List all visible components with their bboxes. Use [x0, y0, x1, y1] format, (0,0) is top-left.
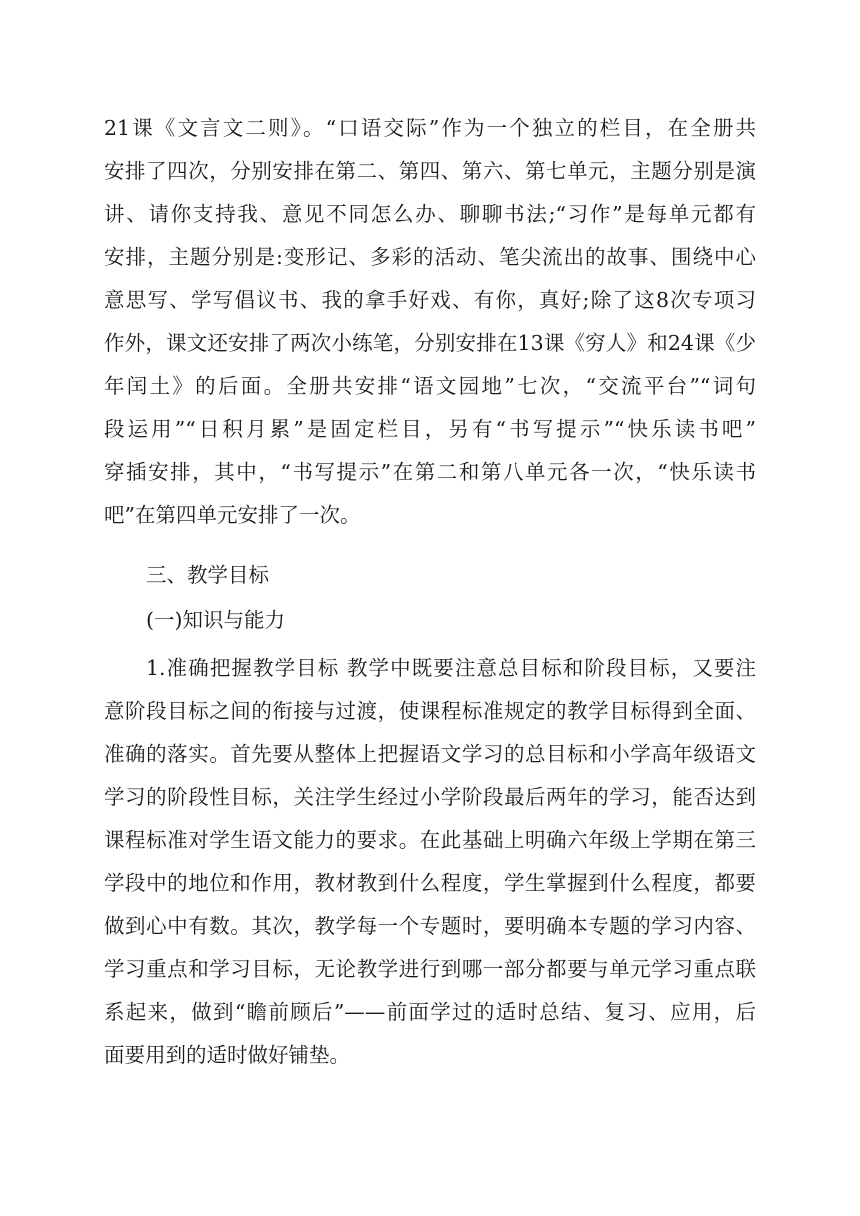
section-heading: 三、教学目标 [146, 563, 269, 587]
paragraph-1-line: 安排了四次，分别安排在第二、第四、第六、第七单元，主题分别是演 [104, 159, 756, 183]
paragraph-2-line: 面要用到的适时做好铺垫。 [104, 1043, 350, 1067]
subsection-heading: (一)知识与能力 [146, 608, 285, 632]
paragraph-2-line: 做到心中有数。其次，教学每一个专题时，要明确本专题的学习内容、 [104, 914, 756, 938]
paragraph-1-line: 吧”在第四单元安排了一次。 [104, 503, 361, 527]
paragraph-2-line: 学习重点和学习目标，无论教学进行到哪一部分都要与单元学习重点联 [104, 957, 756, 981]
paragraph-2-line: 学段中的地位和作用，教材教到什么程度，学生掌握到什么程度，都要 [104, 871, 756, 895]
paragraph-1-line: 讲、请你支持我、意见不同怎么办、聊聊书法;“习作”是每单元都有 [104, 202, 756, 226]
paragraph-1-line: 穿插安排，其中，“书写提示”在第二和第八单元各一次，“快乐读书 [104, 460, 756, 484]
paragraph-2-line: 学习的阶段性目标，关注学生经过小学阶段最后两年的学习，能否达到 [104, 785, 756, 809]
paragraph-1-line: 作外，课文还安排了两次小练笔，分别安排在13课《穷人》和24课《少 [104, 331, 756, 355]
paragraph-1-line: 年闰土》的后面。全册共安排“语文园地”七次，“交流平台”“词句 [104, 374, 756, 398]
paragraph-2-line: 课程标准对学生语文能力的要求。在此基础上明确六年级上学期在第三 [104, 828, 756, 852]
paragraph-2-line: 系起来，做到“瞻前顾后”——前面学过的适时总结、复习、应用，后 [104, 1000, 756, 1024]
paragraph-1-line: 意思写、学写倡议书、我的拿手好戏、有你，真好;除了这8次专项习 [104, 288, 756, 312]
paragraph-2-line: 1.准确把握教学目标 教学中既要注意总目标和阶段目标，又要注 [146, 656, 756, 680]
paragraph-1-line: 21课《文言文二则》。“口语交际”作为一个独立的栏目，在全册共 [104, 116, 756, 140]
paragraph-1-line: 段运用”“日积月累”是固定栏目，另有“书写提示”“快乐读书吧” [104, 417, 756, 441]
paragraph-2-line: 意阶段目标之间的衔接与过渡，使课程标准规定的教学目标得到全面、 [104, 699, 756, 723]
paragraph-2-line: 准确的落实。首先要从整体上把握语文学习的总目标和小学高年级语文 [104, 742, 756, 766]
paragraph-1-line: 安排，主题分别是:变形记、多彩的活动、笔尖流出的故事、围绕中心 [104, 245, 756, 269]
